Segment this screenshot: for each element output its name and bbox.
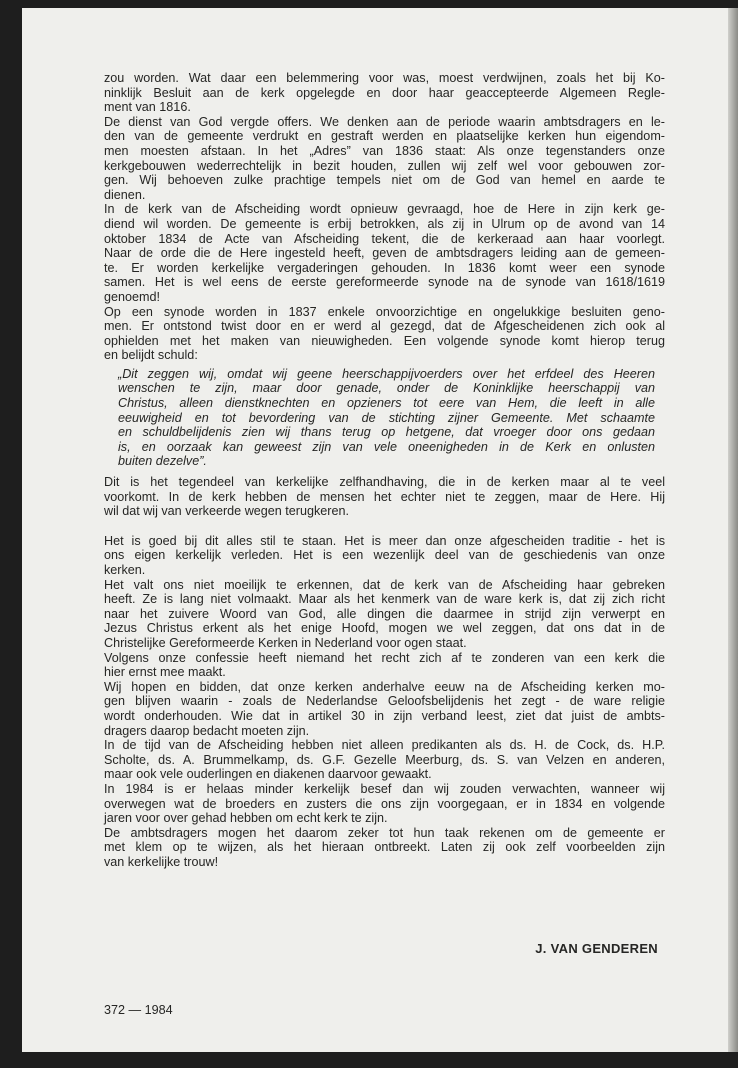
text-line: met klem op te wijzen, als het hieraan ontbreekt. Laten zij ook zelf voorbeelden zijn bbox=[104, 840, 665, 855]
text-line: men moesten afstaan. In het „Adres” van 1836 staat: Als onze tegenstanders onze bbox=[104, 143, 665, 158]
text-line: In de kerk van de Afscheiding wordt opnieuw gevraagd, hoe de Here in zijn kerk ge- bbox=[104, 202, 665, 217]
article-body bbox=[104, 71, 665, 869]
paragraph bbox=[104, 651, 665, 680]
paragraph bbox=[104, 305, 665, 363]
text-line: Het is goed bij dit alles stil te staan. Het is meer dan onze afgescheiden traditie - het is bbox=[104, 533, 665, 548]
text-line: ophielden met het maken van nieuwigheden. Een volgende synode komt hierop terug bbox=[104, 333, 665, 348]
text-line: den van de gemeente verdrukt en gestraft werden en plaatselijke kerken hun eigendom- bbox=[104, 129, 665, 144]
text-line: jaren voor over gehad hebben om echt kerk te zijn. bbox=[104, 811, 388, 826]
paragraph bbox=[104, 680, 665, 738]
text-line: voorkomt. In de kerk hebben de mensen het echter niet te zeggen, maar de Here. Hij bbox=[104, 489, 665, 504]
page-edge-shadow bbox=[728, 8, 738, 1052]
text-line: en schuldbelijdenis zien wij thans terug op hetgene, dat vroeger door ons gedaan bbox=[118, 425, 655, 440]
paragraph bbox=[104, 578, 665, 651]
paragraph bbox=[104, 71, 665, 115]
text-line: oktober 1834 de Acte van Afscheiding tekent, die de kerkeraad aan haar voorlegt. bbox=[104, 231, 665, 246]
text-line: dragers daarop bedacht moeten zijn. bbox=[104, 723, 310, 738]
text-line: genoemd! bbox=[104, 289, 161, 304]
text-line: samen. Het is wel eens de eerste gereformeerde synode na de synode van 1618/1619 bbox=[104, 275, 665, 290]
text-line: is, en oorzaak kan geweest zijn van vele oneenigheden in de Kerk en onlusten bbox=[118, 439, 655, 454]
text-line: Volgens onze confessie heeft niemand het recht zich af te zonderen van een kerk die bbox=[104, 650, 665, 665]
text-line: hier ernst mee maakt. bbox=[104, 665, 226, 680]
text-line: Op een synode worden in 1837 enkele onvoorzichtige en ongelukkige besluiten geno- bbox=[104, 304, 665, 319]
text-line: naar het zuivere Woord van God, alle dingen die daarmee in strijd zijn verwerpt en bbox=[104, 606, 665, 621]
text-line: diend wil worden. De gemeente is erbij betrokken, als zij in Ulrum op de avond van 14 bbox=[104, 216, 665, 231]
text-line: gen. Wij behoeven zulke prachtige tempels niet om de God van hemel en aarde te bbox=[104, 173, 665, 188]
paragraph bbox=[104, 782, 665, 826]
paragraph bbox=[104, 738, 665, 782]
text-line: In 1984 is er helaas minder kerkelijk besef dan wij zouden verwachten, wanneer wij bbox=[104, 781, 665, 796]
paragraph bbox=[104, 826, 665, 870]
text-line: wordt onderhouden. Wie dat in artikel 30 in zijn verband leest, ziet dat juist de ambts- bbox=[104, 708, 665, 723]
text-line: gen blijven waarin - zoals de Nederlandse Geloofsbelijdenis het zegt - de ware religie bbox=[104, 694, 665, 709]
text-line: men. Er ontstond twist door en er werd al gezegd, dat de Afgescheidenen zich ook al bbox=[104, 319, 665, 334]
text-line: Christelijke Gereformeerde Kerken in Nederland voor ogen staat. bbox=[104, 635, 467, 650]
paragraph-gap bbox=[104, 519, 665, 534]
text-line: kerken. bbox=[104, 563, 146, 577]
text-line: dienen. bbox=[104, 187, 146, 202]
text-line: ons eigen kerkelijk verleden. Het is een wezenlijk deel van de geschiedenis van onze bbox=[104, 548, 665, 563]
text-line: In de tijd van de Afscheiding hebben niet alleen predikanten als ds. H. de Cock, ds. H.P. bbox=[104, 738, 665, 753]
text-line: te. Er worden kerkelijke vergaderingen gehouden. In 1836 komt weer een synode bbox=[104, 260, 665, 275]
block-quote bbox=[118, 367, 655, 469]
text-line: kerkgebouwen wederrechtelijk in bezit houden, zullen wij zelf wel voor gebouwen zor- bbox=[104, 158, 665, 173]
page-number: 372 — 1984 bbox=[104, 1003, 173, 1017]
text-line: De dienst van God vergde offers. We denken aan de periode waarin ambtsdragers en le- bbox=[104, 114, 665, 129]
text-line: ment van 1816. bbox=[104, 100, 191, 115]
text-line: buiten dezelve”. bbox=[118, 454, 207, 469]
paragraph bbox=[104, 115, 665, 203]
text-line: overwegen wat de broeders en zusters die ons zijn voorgegaan, er in 1834 en volgende bbox=[104, 796, 665, 811]
text-line: Naar de orde die de Here ingesteld heeft, geven de ambtsdragers leiding aan de gemeen- bbox=[104, 246, 665, 261]
text-line: „Dit zeggen wij, omdat wij geene heerschappijvoerders over het erfdeel des Heeren bbox=[118, 366, 655, 381]
author-signature: J. VAN GENDEREN bbox=[535, 941, 658, 956]
text-line: De ambtsdragers mogen het daarom zeker tot hun taak rekenen om de gemeente er bbox=[104, 825, 665, 840]
text-line: heeft. Ze is lang niet volmaakt. Maar als het kenmerk van de ware kerk is, dat zij zich richt bbox=[104, 592, 665, 607]
text-line: zou worden. Wat daar een belemmering voor was, moest verdwijnen, zoals het bij Ko- bbox=[104, 71, 665, 85]
text-line: Wij hopen en bidden, dat onze kerken anderhalve eeuw na de Afscheiding kerken mo- bbox=[104, 679, 665, 694]
text-line: van kerkelijke trouw! bbox=[104, 854, 219, 869]
text-line: Het valt ons niet moeilijk te erkennen, dat de kerk van de Afscheiding haar gebreken bbox=[104, 577, 665, 592]
text-line: wil dat wij van verkeerde wegen terugkeren. bbox=[104, 504, 350, 519]
text-line: ninklijk Besluit aan de kerk opgelegde en door haar geaccepteerde Algemeen Regle- bbox=[104, 85, 665, 100]
text-line: wenschen te zijn, maar door genade, onder de Koninklijke heerschappij van bbox=[118, 381, 655, 396]
text-line: Scholte, ds. A. Brummelkamp, ds. G.F. Gezelle Meerburg, ds. S. van Velzen en anderen, bbox=[104, 752, 665, 767]
text-line: eeuwigheid en tot bevordering van de stichting zijner Gemeente. Met schaamte bbox=[118, 410, 655, 425]
paragraph bbox=[104, 534, 665, 578]
text-line: Jezus Christus erkent als het enige Hoofd, mogen we wel zeggen, dat ons dat in de bbox=[104, 621, 665, 636]
paragraph bbox=[104, 475, 665, 519]
text-line: en belijdt schuld: bbox=[104, 348, 198, 363]
paragraph bbox=[104, 202, 665, 304]
text-line: Christus, alleen dienstknechten en opzieners tot eere van Hem, die leeft in alle bbox=[118, 396, 655, 411]
text-line: maar ook vele ouderlingen en diakenen daarvoor gewaakt. bbox=[104, 767, 432, 782]
text-line: Dit is het tegendeel van kerkelijke zelfhandhaving, die in de kerken maar al te veel bbox=[104, 475, 665, 490]
